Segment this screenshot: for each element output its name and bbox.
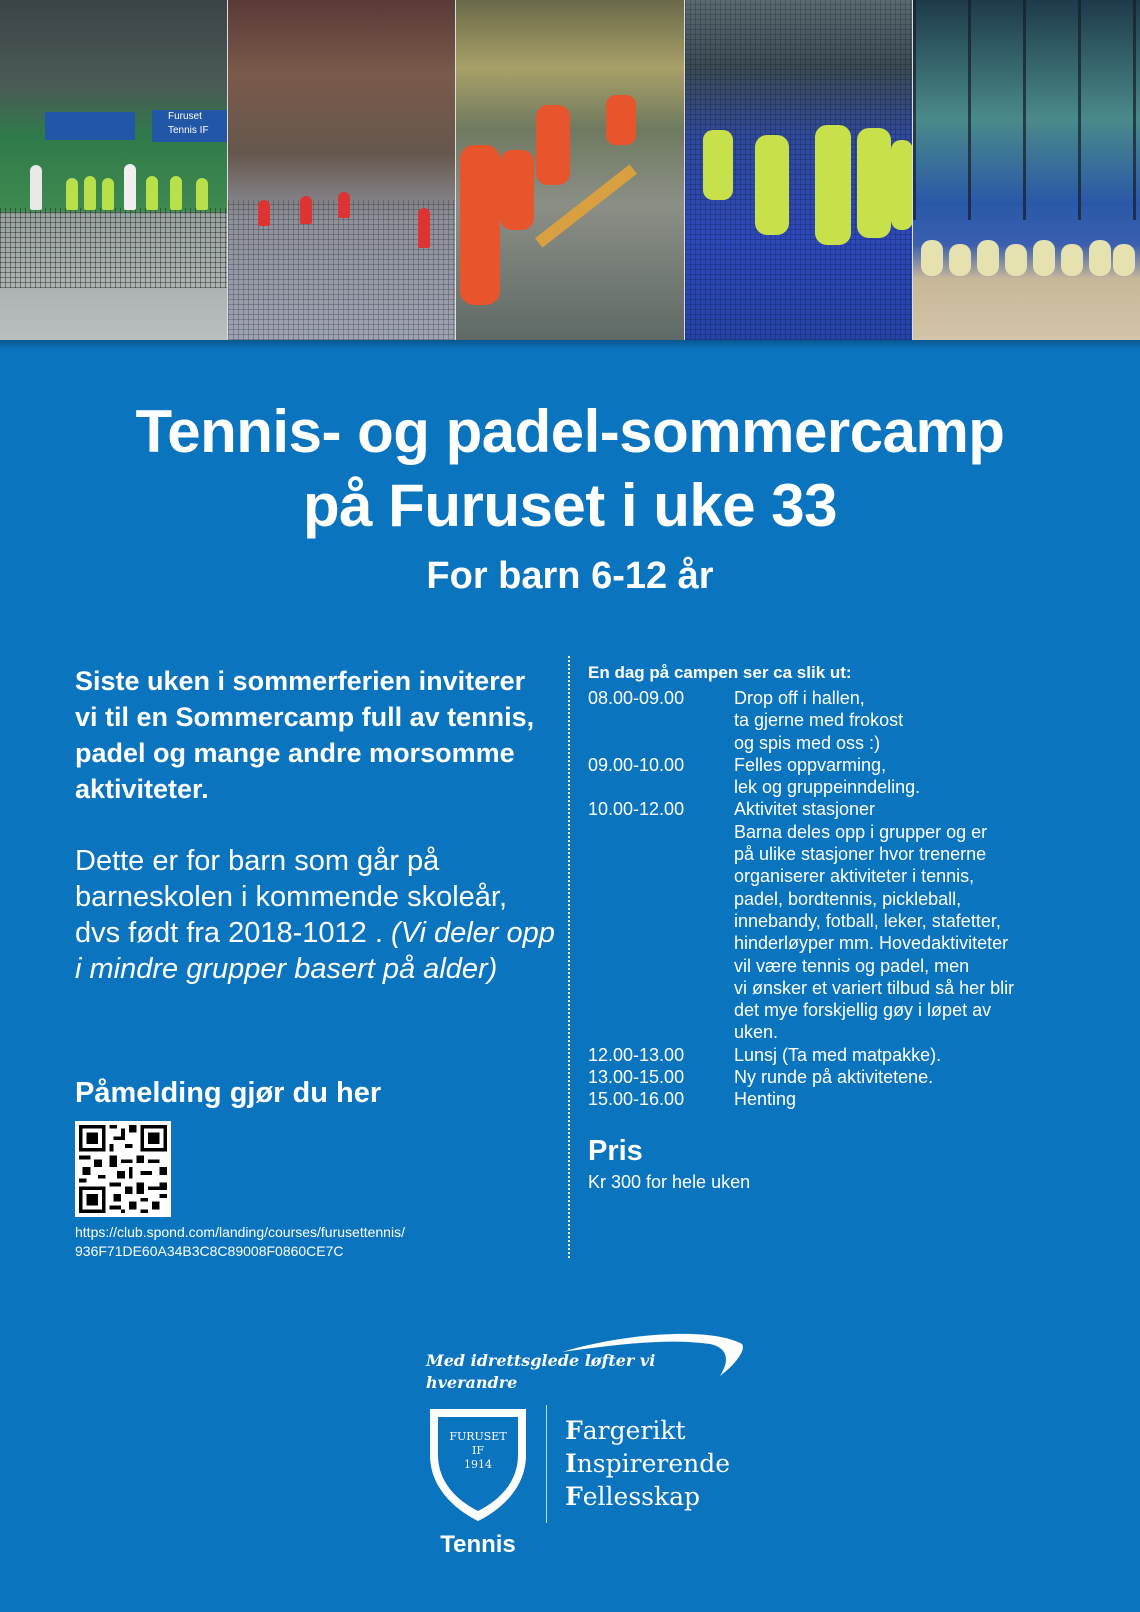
footer-divider [546, 1405, 547, 1523]
schedule-time: 08.00-09.00 [588, 688, 685, 708]
schedule-time: 12.00-13.00 [588, 1044, 685, 1065]
photo-indoor-tennis-court [0, 0, 227, 340]
shield-line-3: 1914 [464, 1458, 492, 1471]
page-title [0, 395, 1140, 543]
photo-padel-kids-sitting [912, 0, 1140, 340]
schedule-item [588, 1066, 1068, 1088]
photo-collage [0, 0, 1140, 340]
column-divider [568, 656, 570, 1258]
signup-url-line-1: https://club.spond.com/landing/courses/furusettennis/ [75, 1224, 405, 1240]
intro-lead: Siste uken i sommerferien inviterer vi til en Sommercamp full av tennis, padel og mange andre morsomme aktiviteter. [75, 666, 535, 804]
club-values [565, 1414, 730, 1513]
signup-url-line-2: 936F71DE60A34B3C8C89008F0860CE7C [75, 1243, 344, 1259]
schedule-time: 15.00-16.00 [588, 1089, 685, 1110]
schedule-text: Lunsj (Ta med matpakke). [734, 1044, 942, 1065]
schedule-item [588, 798, 1068, 1043]
schedule-text: Drop off i hallen, ta gjerne med frokost og spis med oss :) [734, 688, 904, 753]
schedule-time: 09.00-10.00 [588, 754, 685, 775]
photo-kids-balance-beam [455, 0, 683, 340]
value-item: Fellesskap [565, 1482, 701, 1511]
signup-url[interactable] [75, 1223, 495, 1261]
schedule-item [588, 1044, 1068, 1066]
club-shield-text [426, 1430, 530, 1472]
photo-banner: Furuset Tennis IF [152, 110, 227, 142]
slogan: Med idrettsglede løfter vi hverandre [426, 1351, 656, 1392]
schedule-item [588, 754, 1068, 799]
value-item: Fargerikt [565, 1416, 686, 1445]
schedule-heading: En dag på campen ser ca slik ut: [588, 663, 852, 682]
schedule-time: 10.00-12.00 [588, 799, 685, 820]
schedule-text: Henting [734, 1089, 797, 1110]
price-text: Kr 300 for hele uken [588, 1172, 751, 1192]
title-line-2: på Furuset i uke 33 [302, 472, 837, 539]
intro-description-text: Dette er for barn som går på barneskolen i kommende skoleår, dvs født fra 2018-1012 . [75, 845, 508, 949]
schedule-time: 13.00-15.00 [588, 1067, 685, 1088]
shield-line-2: IF [472, 1444, 484, 1457]
schedule-text: Ny runde på aktivitetene. [734, 1067, 934, 1088]
value-item: Inspirerende [565, 1449, 731, 1478]
price-heading: Pris [588, 1135, 643, 1167]
title-line-1: Tennis- og padel-sommercamp [135, 398, 1005, 465]
schedule-item [588, 1088, 1068, 1110]
signup-heading: Påmelding gjør du her [75, 1077, 382, 1109]
schedule-text: Felles oppvarming, lek og gruppeinndeling. [734, 754, 921, 798]
qr-code-icon[interactable] [75, 1121, 171, 1217]
page-subtitle: For barn 6-12 år [426, 555, 714, 597]
intro-description [75, 843, 555, 987]
shield-line-1: FURUSET [449, 1430, 507, 1443]
schedule-item [588, 687, 1068, 754]
photo-padel-court [684, 0, 912, 340]
schedule-list [588, 687, 1068, 1111]
intro-note: (Vi deler opp i mindre grupper basert på alder) [75, 917, 555, 985]
swoosh-icon [560, 1330, 745, 1380]
schedule-text: Aktivitet stasjoner Barna deles opp i grupper og er på ulike stasjoner hvor trenerne organiserer aktiviteter i tennis, padel, bordtennis, pickleball, innebandy, fotball, leker, stafetter, hinderløyper mm. Hovedaktiviteter vil være tennis og padel, men vi ønsker et variert tilbud så her blir det mye forskjellig gøy i løpet av uken. [734, 799, 1015, 1043]
club-label: Tennis [440, 1531, 516, 1558]
photo-tennis-hall [227, 0, 455, 340]
